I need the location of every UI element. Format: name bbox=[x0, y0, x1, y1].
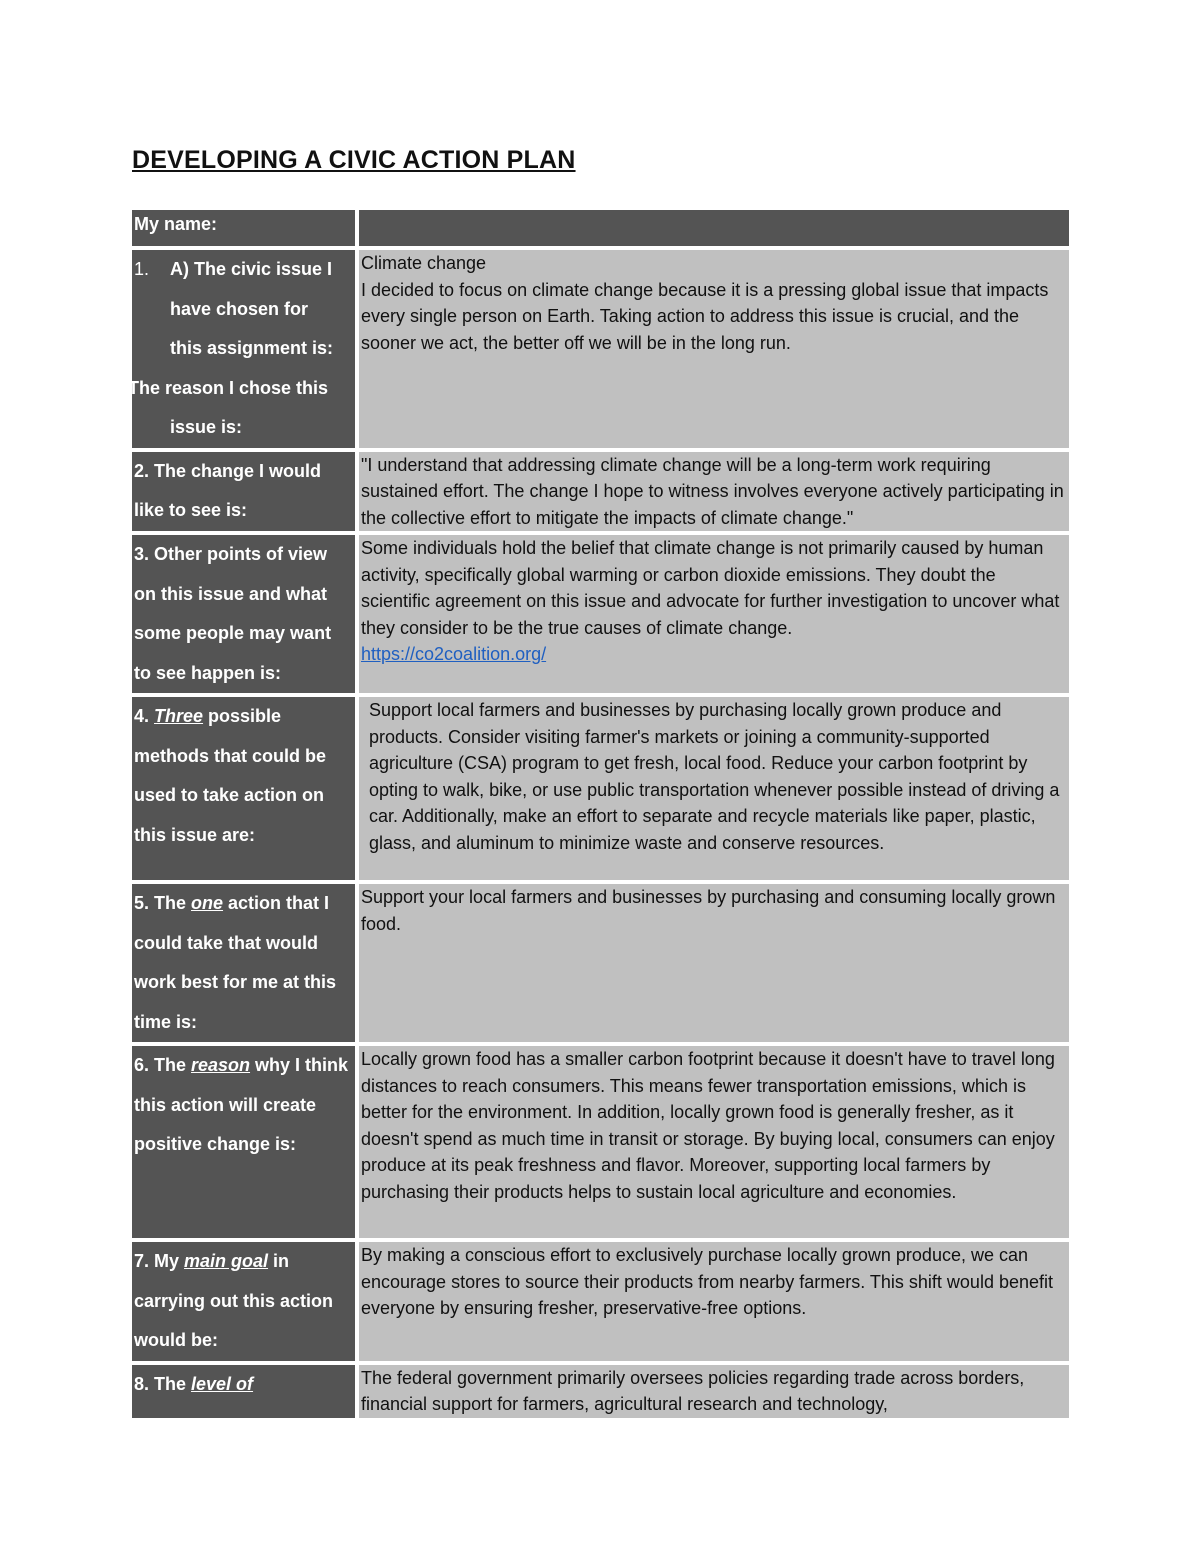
answer-1-cell bbox=[359, 250, 1069, 448]
table-row-q6 bbox=[132, 1046, 1069, 1238]
answer-1-body: I decided to focus on climate change because it is a pressing global issue that impacts every single person on Earth. Taking action to address this issue is crucial, and the sooner we act, the better off we will be in the long run. bbox=[361, 279, 1049, 353]
question-1-line2: have chosen for bbox=[170, 298, 309, 319]
emphasis-main-goal: main goal bbox=[184, 1251, 269, 1271]
answer-6: Locally grown food has a smaller carbon footprint because it doesn't have to travel long distances to reach consumers. This means fewer transportation emissions, which is better for the environment. In addition, locally grown food is generally fresher, as it doesn't spend as much time in transit or storage. By buying local, consumers can enjoy produce at its peak freshness and flavor. Moreover, supporting local farmers by purchasing their products helps to sustain local agriculture and economies. bbox=[359, 1046, 1069, 1238]
table-row-q3 bbox=[132, 535, 1069, 693]
source-link[interactable]: https://co2coalition.org/ bbox=[361, 644, 547, 664]
table-row-q4 bbox=[132, 697, 1069, 880]
table-row-q2 bbox=[132, 452, 1069, 532]
question-3-label: 3. Other points of view on this issue and what some people may want to see happen is: bbox=[132, 535, 359, 693]
name-label: My name: bbox=[132, 210, 359, 246]
table-row-name bbox=[132, 210, 1069, 246]
emphasis-three: Three bbox=[154, 706, 204, 726]
table-row-q7 bbox=[132, 1242, 1069, 1361]
answer-7: By making a conscious effort to exclusively purchase locally grown produce, we can encourage stores to source their products from nearby farmers. This shift would benefit everyone by ensuring fresher, preservative-free options. bbox=[359, 1242, 1069, 1361]
table-row-q5 bbox=[132, 884, 1069, 1042]
emphasis-reason: reason bbox=[191, 1055, 251, 1075]
question-5-label: 5. The one action that I could take that would work best for me at this time is: bbox=[132, 884, 359, 1042]
table-row-q1 bbox=[132, 250, 1069, 448]
emphasis-one: one bbox=[191, 893, 224, 913]
question-1-line5: issue is: bbox=[170, 417, 243, 437]
answer-1-title: Climate change bbox=[361, 253, 487, 273]
question-6-label: 6. The reason why I think this action will create positive change is: bbox=[132, 1046, 359, 1238]
question-4-label: 4. Three possible methods that could be used to take action on this issue are: bbox=[132, 697, 359, 880]
question-7-label: 7. My main goal in carrying out this action would be: bbox=[132, 1242, 359, 1361]
question-1-line3: this assignment is: bbox=[170, 338, 334, 358]
question-1-cell bbox=[128, 250, 359, 448]
question-8-label: 8. The level of bbox=[132, 1365, 359, 1418]
answer-4: Support local farmers and businesses by purchasing locally grown produce and products. Consider visiting farmer's markets or joining a community-supported agriculture (CSA) program to get fresh, local food. Reduce your carbon footprint by opting to walk, bike, or use public transportation whenever possible instead of driving a car. Additionally, make an effort to separate and recycle materials like paper, plastic, glass, and aluminum to minimize waste and conserve resources. bbox=[369, 700, 1060, 853]
question-2-label: 2. The change I would like to see is: bbox=[132, 452, 359, 532]
question-1-number: 1. bbox=[134, 259, 150, 279]
answer-8: The federal government primarily oversees policies regarding trade across borders, financial support for farmers, agricultural research and technology, bbox=[359, 1365, 1069, 1418]
name-value[interactable] bbox=[359, 210, 1069, 246]
answer-4-cell bbox=[359, 697, 1069, 880]
action-plan-table bbox=[128, 206, 1069, 1422]
answer-3-cell bbox=[359, 535, 1069, 693]
answer-5: Support your local farmers and businesses by purchasing and consuming locally grown food. bbox=[359, 884, 1069, 1042]
question-1-line4: The reason I chose this bbox=[128, 377, 329, 398]
table-row-q8 bbox=[132, 1365, 1069, 1418]
answer-2: "I understand that addressing climate change will be a long-term work requiring sustained effort. The change I hope to witness involves everyone actively participating in the collective effort to mitigate the impacts of climate change." bbox=[359, 452, 1069, 532]
page-title: DEVELOPING A CIVIC ACTION PLAN bbox=[132, 146, 576, 174]
emphasis-level-of: level of bbox=[191, 1373, 254, 1394]
answer-3-text: Some individuals hold the belief that climate change is not primarily caused by human activity, specifically global warming or carbon dioxide emissions. They doubt the scientific agreement on this issue and advocate for further investigation to uncover what they consider to be the true causes of climate change. bbox=[361, 538, 1060, 638]
question-1-line1: 1. A) The civic issue I bbox=[134, 250, 353, 290]
